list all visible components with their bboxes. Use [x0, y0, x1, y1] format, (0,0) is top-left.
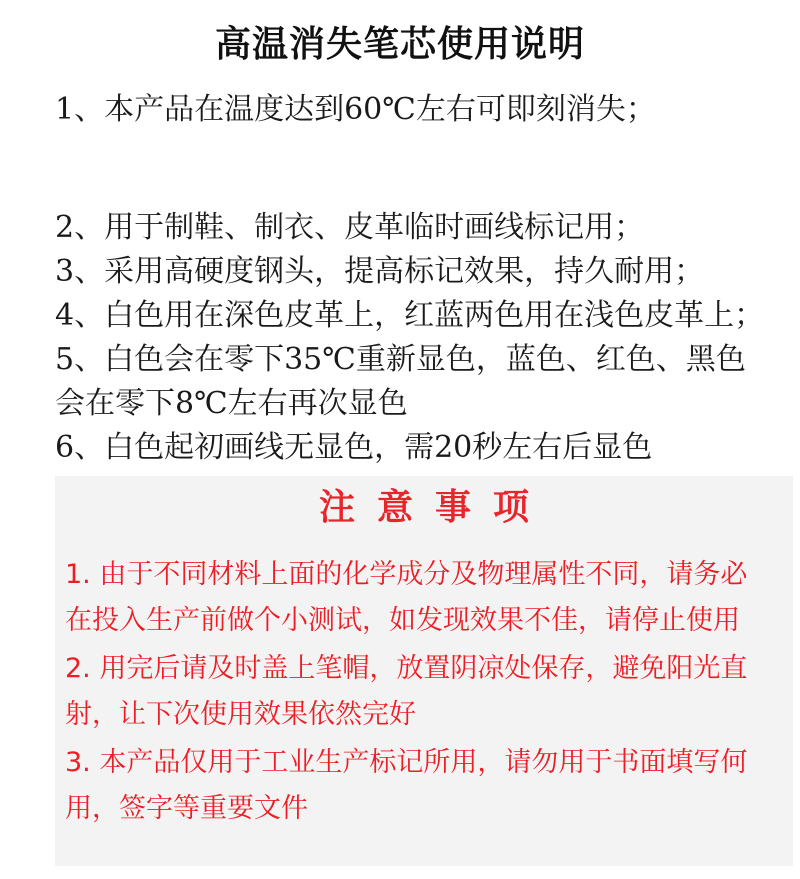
instruction-item-2: 2、用于制鞋、制衣、皮革临时画线标记用；	[55, 210, 645, 245]
notice-item-1: 1. 由于不同材料上面的化学成分及物理属性不同，请务必在投入生产前做个小测试，如发现效果不佳，请停止使用	[65, 559, 748, 636]
instruction-item-3: 3、采用高硬度钢头，提高标记效果，持久耐用；	[55, 254, 705, 289]
notice-title: 注意事项	[318, 487, 551, 528]
instruction-item-4: 4、白色用在深色皮革上，红蓝两色用在浅色皮革上；	[55, 298, 765, 333]
instruction-list	[55, 88, 795, 470]
instruction-item-1: 1、本产品在温度达到60℃左右可即刻消失；	[55, 92, 656, 127]
notice-list	[65, 552, 755, 834]
notice-section	[55, 476, 793, 866]
instruction-item-6: 6、白色起初画线无显色，需20秒左右后显色	[55, 430, 653, 465]
notice-item-3: 3. 本产品仅用于工业生产标记所用，请勿用于书面填写何用，签字等重要文件	[65, 747, 748, 824]
instruction-item-5: 5、白色会在零下35℃重新显色，蓝色、红色、黑色会在零下8℃左右再次显色	[55, 342, 746, 421]
notice-item-2: 2. 用完后请及时盖上笔帽，放置阴凉处保存，避免阳光直射，让下次使用效果依然完好	[65, 653, 748, 730]
page-title: 高温消失笔芯使用说明	[214, 24, 585, 65]
